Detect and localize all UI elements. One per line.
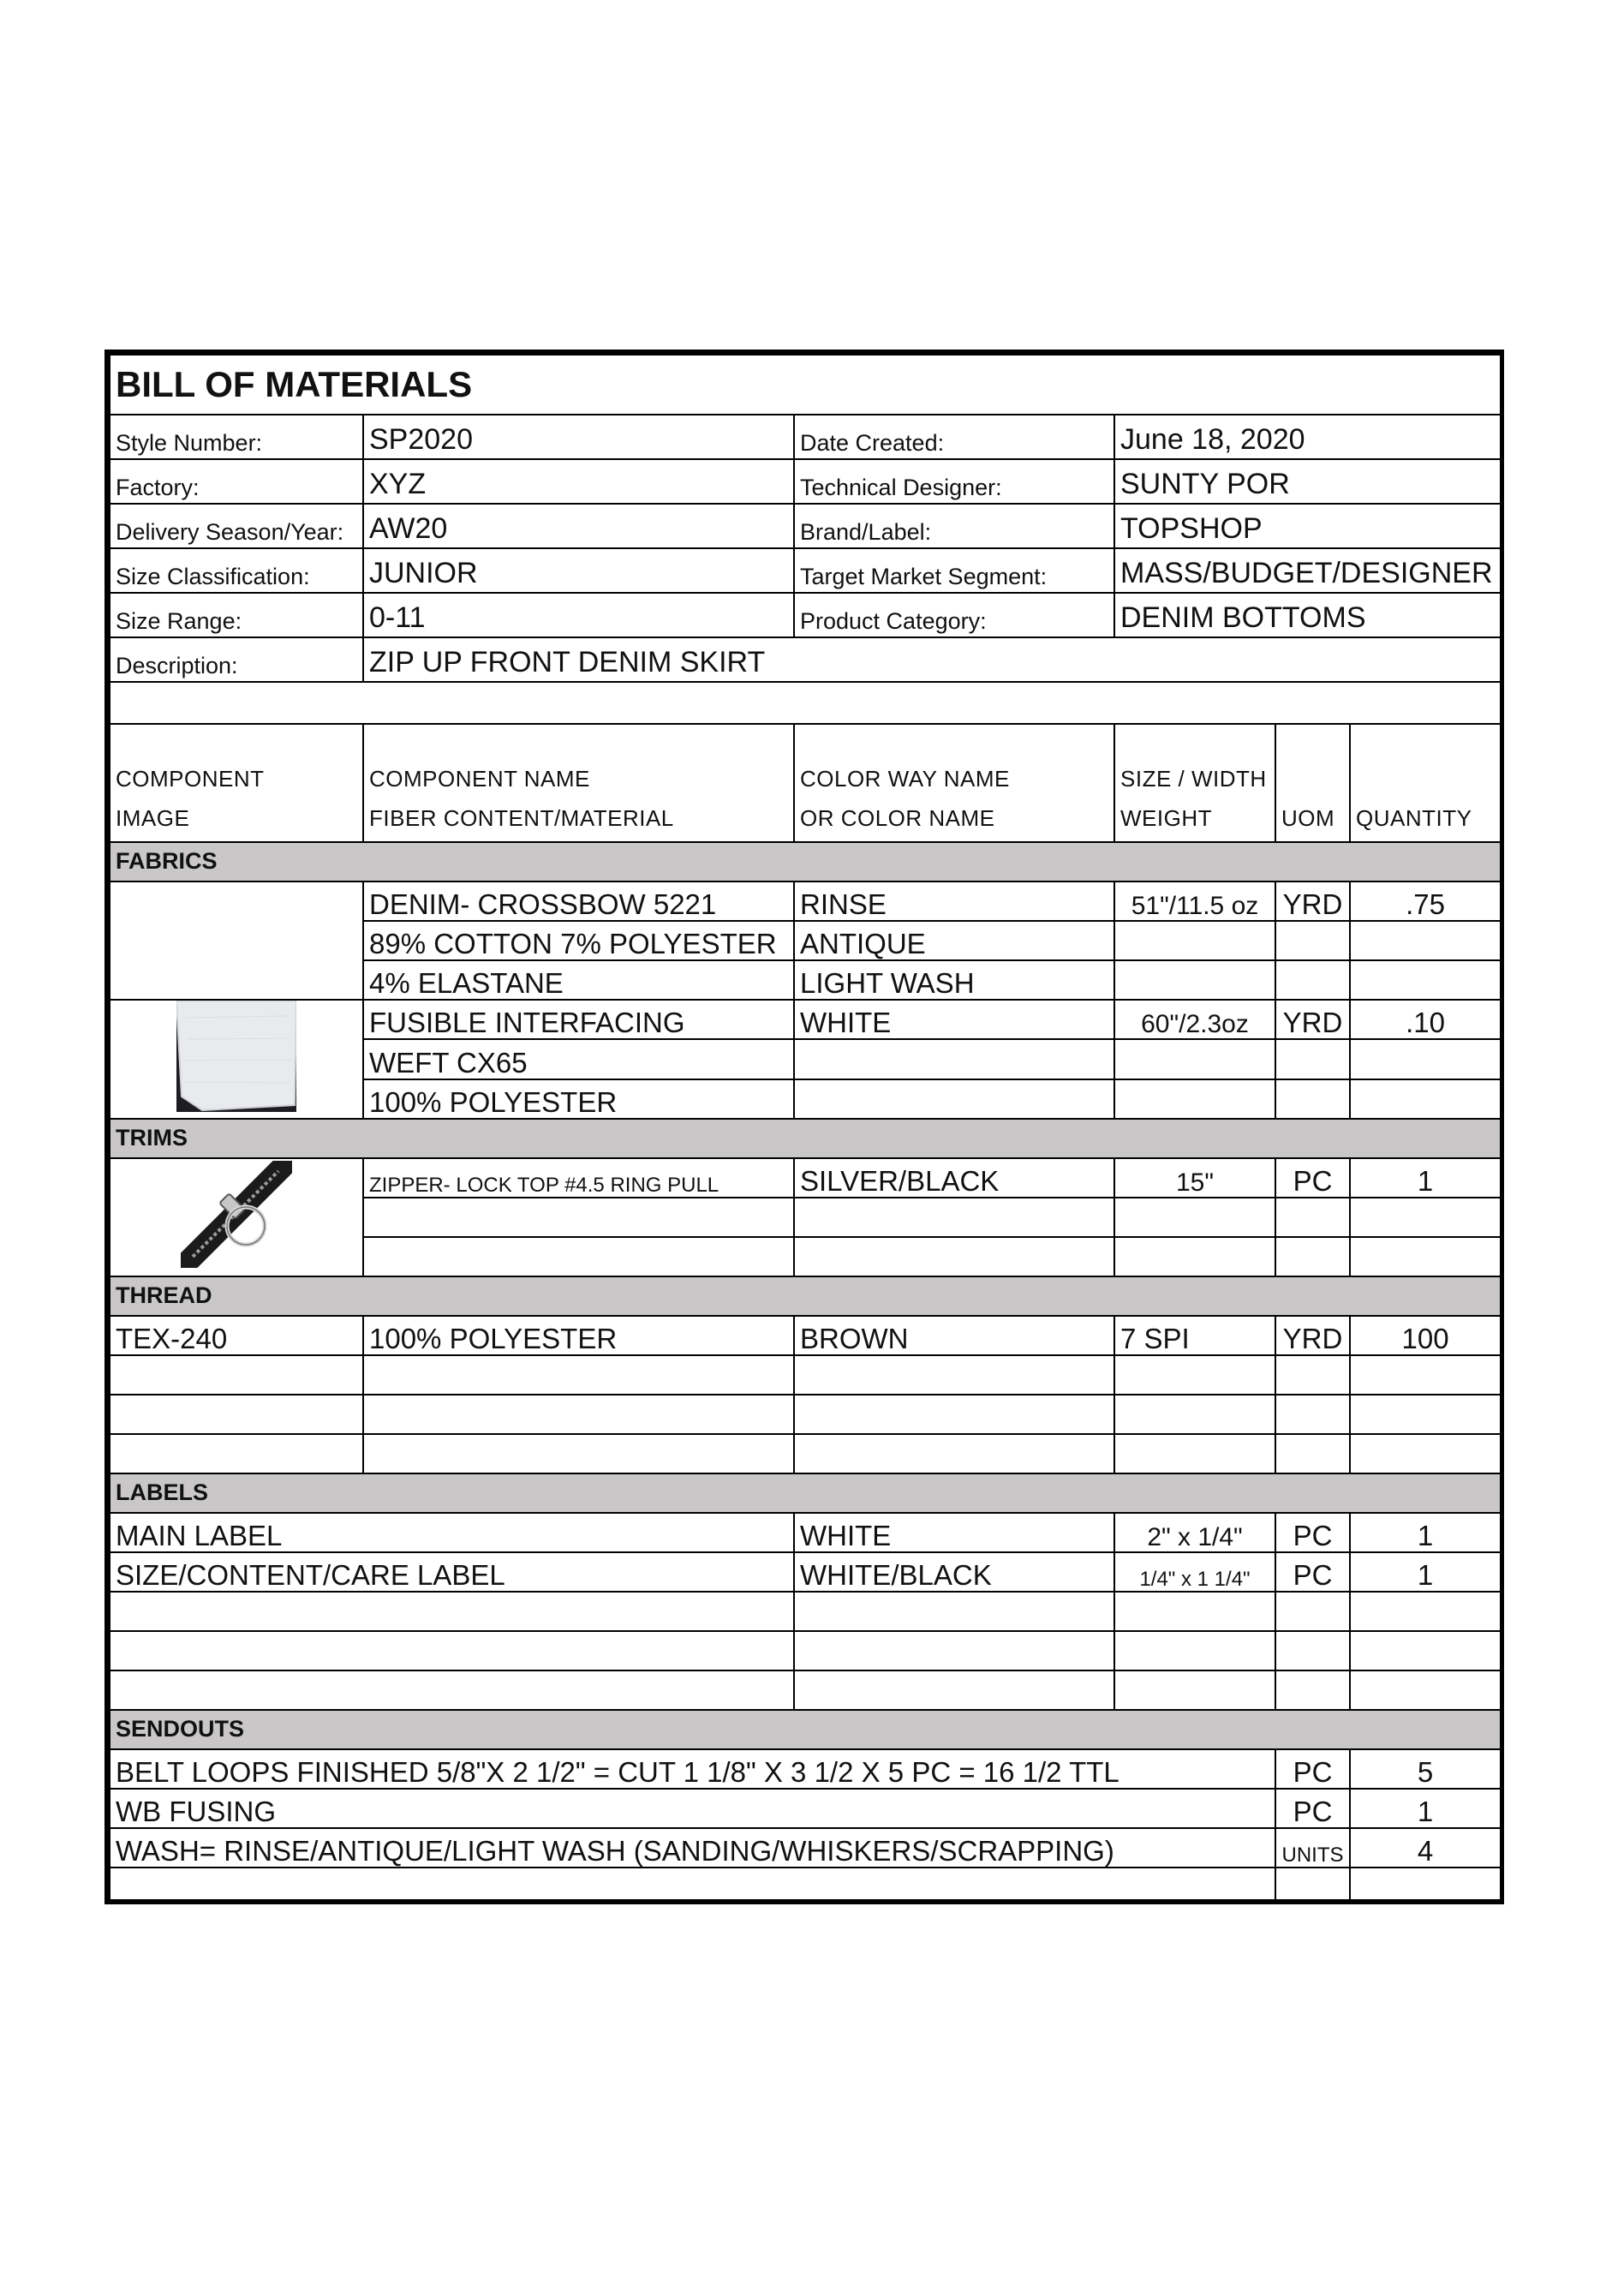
color-name: WHITE — [794, 1000, 1114, 1039]
factory-value: XYZ — [363, 459, 794, 504]
style-number-label: Style Number: — [110, 415, 363, 459]
uom: PC — [1275, 1552, 1350, 1592]
quantity: 5 — [1350, 1749, 1501, 1789]
section-sendouts: SENDOUTS — [110, 1710, 1501, 1749]
description-label: Description: — [110, 637, 363, 682]
header-quantity-text: QUANTITY — [1356, 805, 1472, 831]
header-name-line1: COMPONENT NAME — [369, 766, 590, 792]
component-name: DENIM- CROSSBOW 5221 — [363, 882, 794, 921]
header-component-image — [110, 724, 363, 842]
uom: PC — [1275, 1749, 1350, 1789]
sendout-description: WB FUSING — [110, 1789, 1275, 1828]
size-width — [1114, 921, 1275, 960]
sheet-title: BILL OF MATERIALS — [110, 355, 1501, 415]
component-name: 100% POLYESTER — [363, 1316, 794, 1355]
component-name: FUSIBLE INTERFACING — [363, 1000, 794, 1039]
header-name-line2: FIBER CONTENT/MATERIAL — [369, 805, 674, 831]
table-row — [110, 882, 1501, 921]
delivery-season-value: AW20 — [363, 504, 794, 548]
uom: YRD — [1275, 1316, 1350, 1355]
sendout-description: WASH= RINSE/ANTIQUE/LIGHT WASH (SANDING/WHISKERS/SCRAPPING) — [110, 1828, 1275, 1868]
component-name: 100% POLYESTER — [363, 1079, 794, 1119]
uom — [1275, 960, 1350, 1000]
size-classification-label: Size Classification: — [110, 548, 363, 593]
label-name: MAIN LABEL — [110, 1513, 794, 1552]
size-width — [1114, 960, 1275, 1000]
bom-table — [109, 354, 1502, 1901]
size-range-value: 0-11 — [363, 593, 794, 637]
header-size — [1114, 724, 1275, 842]
quantity — [1350, 1039, 1501, 1079]
description-value: ZIP UP FRONT DENIM SKIRT — [363, 637, 1501, 682]
brand-value: TOPSHOP — [1114, 504, 1501, 548]
table-row — [110, 1513, 1501, 1552]
header-uom — [1275, 724, 1350, 842]
uom: PC — [1275, 1513, 1350, 1552]
header-uom-text: UOM — [1281, 805, 1335, 831]
header-image-line2: IMAGE — [116, 805, 190, 831]
uom: UNITS — [1275, 1828, 1350, 1868]
sendout-description: BELT LOOPS FINISHED 5/8"X 2 1/2" = CUT 1 1/8" X 3 1/2 X 5 PC = 16 1/2 TTL — [110, 1749, 1275, 1789]
quantity — [1350, 921, 1501, 960]
thread-code: TEX-240 — [110, 1316, 363, 1355]
target-market-label: Target Market Segment: — [794, 548, 1114, 593]
brand-label: Brand/Label: — [794, 504, 1114, 548]
size-range-label: Size Range: — [110, 593, 363, 637]
uom — [1275, 1039, 1350, 1079]
size-width — [1114, 1039, 1275, 1079]
table-row — [110, 1552, 1501, 1592]
product-category-label: Product Category: — [794, 593, 1114, 637]
label-name: SIZE/CONTENT/CARE LABEL — [110, 1552, 794, 1592]
interfacing-image-cell — [110, 1000, 363, 1119]
quantity: 1 — [1350, 1158, 1501, 1198]
section-fabrics: FABRICS — [110, 842, 1501, 882]
component-name: WEFT CX65 — [363, 1039, 794, 1079]
component-name: 4% ELASTANE — [363, 960, 794, 1000]
table-row — [110, 1828, 1501, 1868]
table-row — [110, 1631, 1501, 1670]
table-row — [110, 1789, 1501, 1828]
table-row — [110, 1670, 1501, 1710]
uom: YRD — [1275, 882, 1350, 921]
quantity: .75 — [1350, 882, 1501, 921]
factory-label: Factory: — [110, 459, 363, 504]
table-row — [110, 1592, 1501, 1631]
table-row — [110, 1749, 1501, 1789]
quantity: 4 — [1350, 1828, 1501, 1868]
uom: PC — [1275, 1158, 1350, 1198]
color-name: WHITE/BLACK — [794, 1552, 1114, 1592]
header-image-line1: COMPONENT — [116, 766, 265, 792]
header-component-name — [363, 724, 794, 842]
size-width: 2" x 1/4" — [1114, 1513, 1275, 1552]
color-name — [794, 1079, 1114, 1119]
section-trims: TRIMS — [110, 1119, 1501, 1158]
quantity: .10 — [1350, 1000, 1501, 1039]
technical-designer-value: SUNTY POR — [1114, 459, 1501, 504]
table-row — [110, 1434, 1501, 1473]
delivery-season-label: Delivery Season/Year: — [110, 504, 363, 548]
uom: YRD — [1275, 1000, 1350, 1039]
component-name: ZIPPER- LOCK TOP #4.5 RING PULL — [363, 1158, 794, 1198]
quantity: 1 — [1350, 1552, 1501, 1592]
color-name: BROWN — [794, 1316, 1114, 1355]
component-name: 89% COTTON 7% POLYESTER — [363, 921, 794, 960]
quantity — [1350, 1079, 1501, 1119]
header-quantity — [1350, 724, 1501, 842]
color-name: SILVER/BLACK — [794, 1158, 1114, 1198]
technical-designer-label: Technical Designer: — [794, 459, 1114, 504]
header-size-line1: SIZE / WIDTH — [1120, 766, 1267, 792]
style-number-value: SP2020 — [363, 415, 794, 459]
quantity — [1350, 960, 1501, 1000]
table-row — [110, 1868, 1501, 1900]
section-thread: THREAD — [110, 1276, 1501, 1316]
header-color — [794, 724, 1114, 842]
header-size-line2: WEIGHT — [1120, 805, 1212, 831]
date-created-label: Date Created: — [794, 415, 1114, 459]
zipper-image — [181, 1161, 292, 1268]
date-created-value: June 18, 2020 — [1114, 415, 1501, 459]
size-width: 51"/11.5 oz — [1114, 882, 1275, 921]
target-market-value: MASS/BUDGET/DESIGNER — [1114, 548, 1501, 593]
size-classification-value: JUNIOR — [363, 548, 794, 593]
color-name: ANTIQUE — [794, 921, 1114, 960]
section-labels: LABELS — [110, 1473, 1501, 1513]
quantity: 100 — [1350, 1316, 1501, 1355]
zipper-image-cell — [110, 1158, 363, 1276]
color-name — [794, 1039, 1114, 1079]
size-width: 60"/2.3oz — [1114, 1000, 1275, 1039]
size-width — [1114, 1079, 1275, 1119]
denim-image-cell — [110, 882, 363, 1000]
size-width: 1/4" x 1 1/4" — [1114, 1552, 1275, 1592]
table-row — [110, 1158, 1501, 1198]
header-color-line2: OR COLOR NAME — [800, 805, 995, 831]
color-name: RINSE — [794, 882, 1114, 921]
table-row — [110, 1000, 1501, 1039]
quantity: 1 — [1350, 1789, 1501, 1828]
bill-of-materials-sheet — [104, 350, 1504, 1904]
header-color-line1: COLOR WAY NAME — [800, 766, 1010, 792]
uom — [1275, 1079, 1350, 1119]
uom: PC — [1275, 1789, 1350, 1828]
size-width: 15" — [1114, 1158, 1275, 1198]
product-category-value: DENIM BOTTOMS — [1114, 593, 1501, 637]
color-name: WHITE — [794, 1513, 1114, 1552]
spacer-row — [110, 682, 1501, 724]
uom — [1275, 921, 1350, 960]
table-row — [110, 1355, 1501, 1395]
interfacing-fabric-image — [176, 1001, 296, 1112]
table-row — [110, 1395, 1501, 1434]
table-row — [110, 1316, 1501, 1355]
color-name: LIGHT WASH — [794, 960, 1114, 1000]
size-width: 7 SPI — [1114, 1316, 1275, 1355]
quantity: 1 — [1350, 1513, 1501, 1552]
